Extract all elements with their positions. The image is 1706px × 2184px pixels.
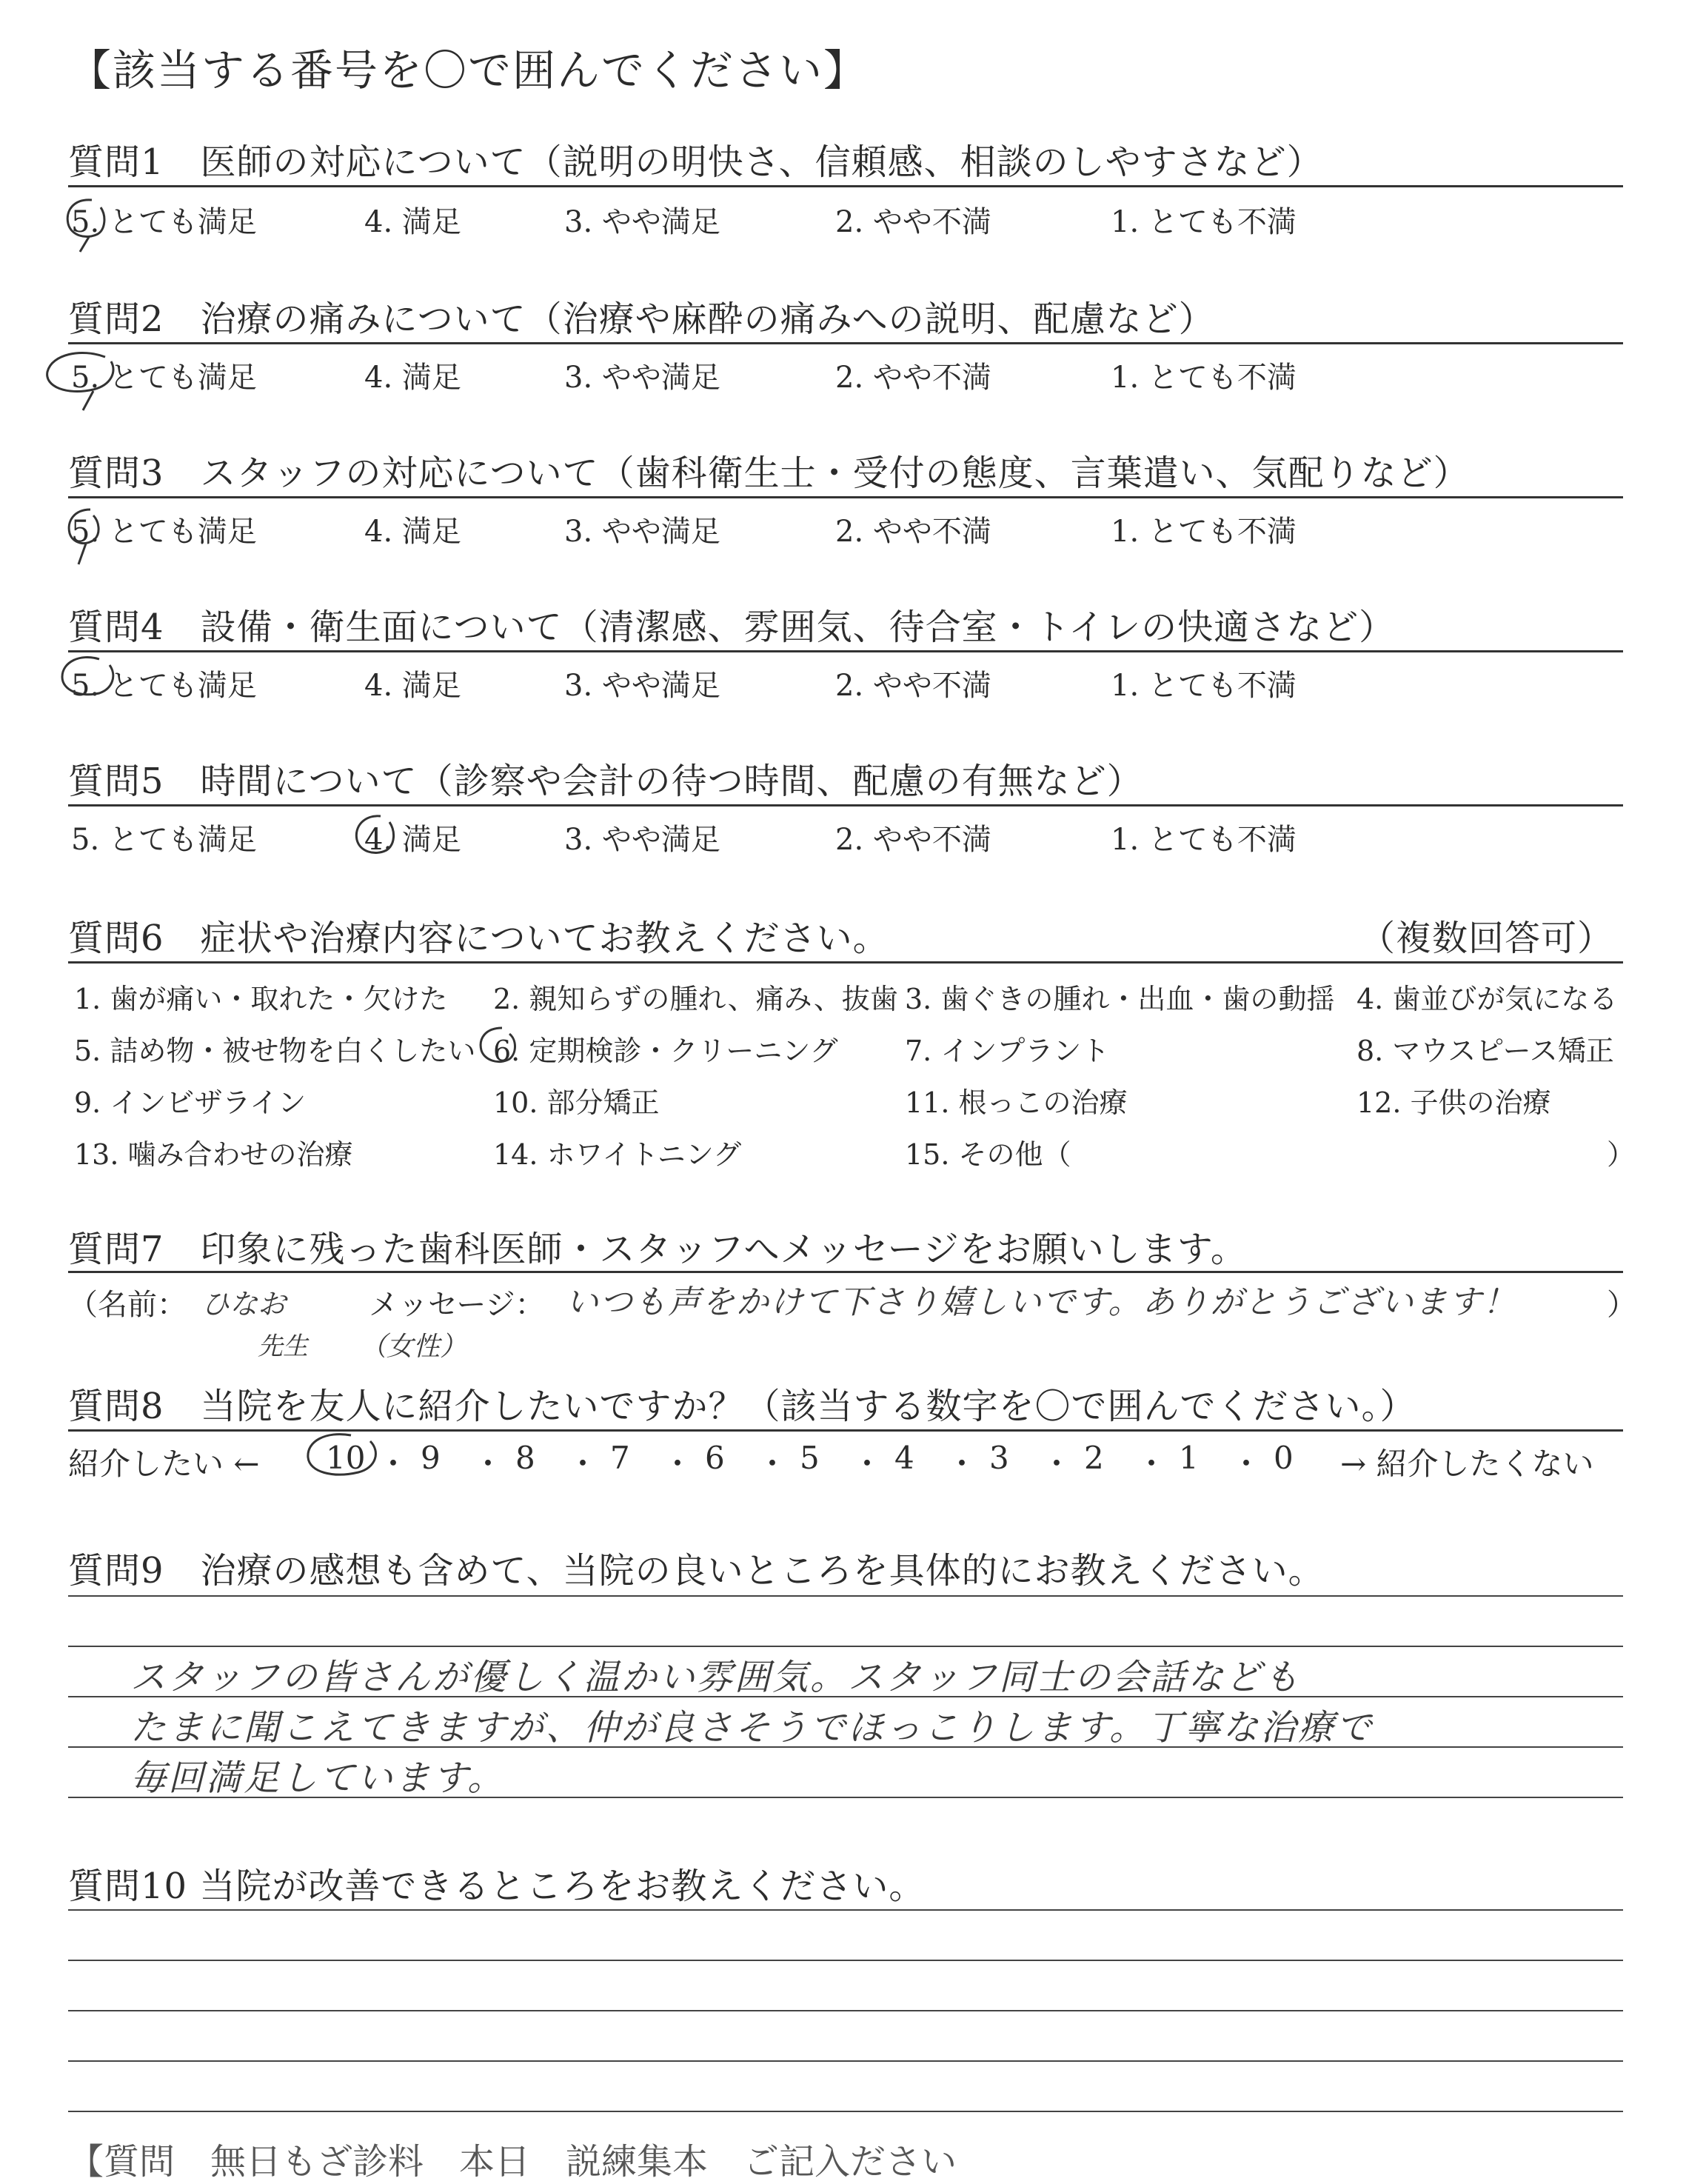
q8-scale-separator: ・ xyxy=(378,1446,409,1482)
q6-note: （複数回答可） xyxy=(1359,918,1614,959)
q1-selection-circle xyxy=(59,194,118,253)
q8-left-label: 紹介したい ← xyxy=(68,1446,260,1482)
q5-selection-circle xyxy=(348,810,407,869)
q7-name-value[interactable]: ひなお xyxy=(201,1288,287,1320)
q7-name-label: （名前： xyxy=(68,1288,187,1322)
q3-option-1[interactable]: 1. とても不満 xyxy=(1111,515,1297,549)
q3-option-5[interactable]: 5. とても満足 xyxy=(71,515,257,549)
q9-title: 質問9 治療の感想も含めて、当院の良いところを具体的にお教えください。 xyxy=(68,1550,1325,1592)
q1-title: 質問1 医師の対応について（説明の明快さ、信頼感、相談のしやすさなど） xyxy=(68,141,1323,183)
q8-scale-10[interactable]: 10 xyxy=(326,1440,366,1476)
q6-option-4[interactable]: 4. 歯並びが気になる xyxy=(1357,983,1618,1015)
q5-option-3[interactable]: 3. やや満足 xyxy=(564,823,720,857)
q6-title: 質問6 症状や治療内容についてお教えください。 xyxy=(68,918,889,959)
q9-answer-line-1[interactable]: スタッフの皆さんが優しく温かい雰囲気。スタッフ同士の会話なども xyxy=(130,1657,1302,1698)
q8-scale-5[interactable]: 5 xyxy=(800,1440,820,1476)
q10-line-1 xyxy=(68,1909,1623,1911)
q8-scale-4[interactable]: 4 xyxy=(894,1440,914,1476)
q10-title: 質問10 当院が改善できるところをお教えください。 xyxy=(68,1866,926,1907)
q1-option-4[interactable]: 4. 満足 xyxy=(364,205,461,239)
q6-option-7[interactable]: 7. インプラント xyxy=(905,1035,1110,1067)
q5-divider xyxy=(68,804,1623,807)
q1-option-5[interactable]: 5. とても満足 xyxy=(71,205,257,239)
q10-line-3 xyxy=(68,2010,1623,2011)
q5-option-2[interactable]: 2. やや不満 xyxy=(835,823,991,857)
q8-right-label: → 紹介したくない xyxy=(1340,1446,1594,1482)
q7-message-label: メッセージ： xyxy=(369,1288,545,1322)
q8-scale-separator: ・ xyxy=(946,1446,978,1482)
q2-selection-circle xyxy=(40,347,121,418)
q8-scale-3[interactable]: 3 xyxy=(989,1440,1009,1476)
q6-option-9[interactable]: 9. インビザライン xyxy=(74,1086,307,1119)
q5-option-5[interactable]: 5. とても満足 xyxy=(71,823,257,857)
q2-option-1[interactable]: 1. とても不満 xyxy=(1111,361,1297,395)
q8-scale-8[interactable]: 8 xyxy=(515,1440,535,1476)
q5-title: 質問5 時間について（診察や会計の待つ時間、配慮の有無など） xyxy=(68,761,1143,802)
q7-message-value[interactable]: いつも声をかけて下さり嬉しいです。ありがとうございます！ xyxy=(566,1283,1517,1321)
q7-gender: （女性） xyxy=(360,1332,467,1362)
q1-divider xyxy=(68,185,1623,187)
q3-option-3[interactable]: 3. やや満足 xyxy=(564,515,720,549)
q8-scale-separator: ・ xyxy=(472,1446,504,1482)
q8-selection-circle xyxy=(299,1429,388,1489)
q8-scale-2[interactable]: 2 xyxy=(1084,1440,1104,1476)
q9-line-2 xyxy=(68,1646,1623,1647)
q4-option-2[interactable]: 2. やや不満 xyxy=(835,669,991,703)
q5-option-1[interactable]: 1. とても不満 xyxy=(1111,823,1297,857)
q6-option-6[interactable]: 6. 定期検診・クリーニング xyxy=(493,1035,838,1067)
q4-option-4[interactable]: 4. 満足 xyxy=(364,669,461,703)
q5-option-4[interactable]: 4. 満足 xyxy=(364,823,461,857)
q1-option-3[interactable]: 3. やや満足 xyxy=(564,205,720,239)
q7-close-paren: ） xyxy=(1607,1288,1636,1322)
q4-divider xyxy=(68,650,1623,652)
q8-scale-7[interactable]: 7 xyxy=(610,1440,630,1476)
q8-title: 質問8 当院を友人に紹介したいですか？（該当する数字を〇で囲んでください。） xyxy=(68,1386,1416,1427)
q8-scale-separator: ・ xyxy=(1136,1446,1168,1482)
q3-selection-circle xyxy=(61,505,113,572)
q8-scale-6[interactable]: 6 xyxy=(705,1440,725,1476)
q9-answer-line-2[interactable]: たまに聞こえてきますが、仲が良さそうでほっこりします。丁寧な治療で xyxy=(130,1707,1374,1749)
q2-option-4[interactable]: 4. 満足 xyxy=(364,361,461,395)
q6-other-close-paren: ） xyxy=(1607,1138,1636,1171)
q2-option-5[interactable]: 5. とても満足 xyxy=(71,361,257,395)
q9-answer-line-3[interactable]: 毎回満足しています。 xyxy=(130,1757,506,1799)
q6-option-1[interactable]: 1. 歯が痛い・取れた・欠けた xyxy=(74,983,448,1015)
footer-partial-text: 【質問 無日もざ診料 本日 説練集本 ご記入ださい xyxy=(68,2141,957,2183)
q6-selection-circle xyxy=(472,1023,532,1075)
q4-selection-circle xyxy=(55,652,121,711)
q7-name-suffix: 先生 xyxy=(258,1332,308,1361)
q8-scale-separator: ・ xyxy=(662,1446,694,1482)
q2-divider xyxy=(68,342,1623,344)
q4-option-1[interactable]: 1. とても不満 xyxy=(1111,669,1297,703)
q6-divider xyxy=(68,961,1623,964)
q3-option-4[interactable]: 4. 満足 xyxy=(364,515,461,549)
q8-scale-1[interactable]: 1 xyxy=(1179,1440,1199,1476)
q6-option-11[interactable]: 11. 根っこの治療 xyxy=(905,1086,1128,1119)
q8-scale-separator: ・ xyxy=(567,1446,599,1482)
q6-option-3[interactable]: 3. 歯ぐきの腫れ・出血・歯の動揺 xyxy=(905,983,1335,1015)
q1-option-1[interactable]: 1. とても不満 xyxy=(1111,205,1297,239)
q10-line-5 xyxy=(68,2111,1623,2112)
q6-option-5[interactable]: 5. 詰め物・被せ物を白くしたい xyxy=(74,1035,476,1067)
q6-option-12[interactable]: 12. 子供の治療 xyxy=(1357,1086,1551,1119)
q2-option-2[interactable]: 2. やや不満 xyxy=(835,361,991,395)
form-header: 【該当する番号を〇で囲んでください】 xyxy=(68,45,869,96)
q1-option-2[interactable]: 2. やや不満 xyxy=(835,205,991,239)
q4-option-3[interactable]: 3. やや満足 xyxy=(564,669,720,703)
q6-option-10[interactable]: 10. 部分矯正 xyxy=(493,1086,660,1119)
q7-divider xyxy=(68,1271,1623,1273)
q3-divider xyxy=(68,496,1623,498)
q8-scale-0[interactable]: 0 xyxy=(1274,1440,1294,1476)
q6-option-8[interactable]: 8. マウスピース矯正 xyxy=(1357,1035,1614,1067)
q4-option-5[interactable]: 5. とても満足 xyxy=(71,669,257,703)
q2-title: 質問2 治療の痛みについて（治療や麻酔の痛みへの説明、配慮など） xyxy=(68,298,1215,340)
q2-option-3[interactable]: 3. やや満足 xyxy=(564,361,720,395)
q6-option-14[interactable]: 14. ホワイトニング xyxy=(493,1138,742,1171)
q6-option-13[interactable]: 13. 噛み合わせの治療 xyxy=(74,1138,353,1171)
q7-title: 質問7 印象に残った歯科医師・スタッフへメッセージをお願いします。 xyxy=(68,1229,1247,1270)
q8-scale-separator: ・ xyxy=(1231,1446,1262,1482)
q3-title: 質問3 スタッフの対応について（歯科衛生士・受付の態度、言葉遣い、気配りなど） xyxy=(68,453,1470,494)
q3-option-2[interactable]: 2. やや不満 xyxy=(835,515,991,549)
q8-scale-separator: ・ xyxy=(757,1446,789,1482)
q10-line-4 xyxy=(68,2060,1623,2062)
q6-option-15[interactable]: 15. その他（ xyxy=(905,1138,1071,1171)
q4-title: 質問4 設備・衛生面について（清潔感、雰囲気、待合室・トイレの快適さなど） xyxy=(68,607,1396,648)
q8-scale-separator: ・ xyxy=(1041,1446,1073,1482)
q6-option-2[interactable]: 2. 親知らずの腫れ、痛み、抜歯 xyxy=(493,983,898,1015)
q8-scale-9[interactable]: 9 xyxy=(421,1440,441,1476)
q8-scale-separator: ・ xyxy=(852,1446,883,1482)
q10-line-2 xyxy=(68,1960,1623,1961)
q9-line-1 xyxy=(68,1595,1623,1597)
